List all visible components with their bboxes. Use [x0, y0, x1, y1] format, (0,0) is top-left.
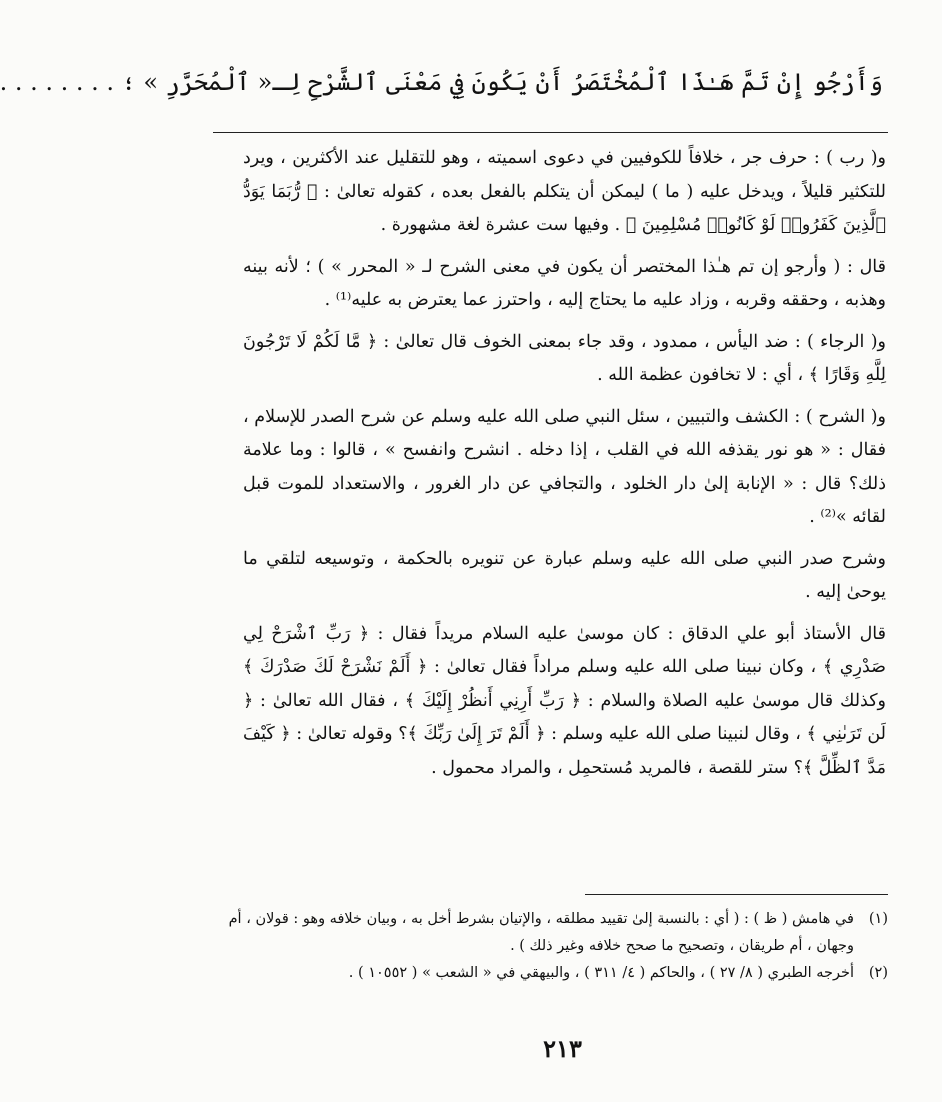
footnote-item	[223, 960, 888, 987]
footnote-text: في هامش ( ظ ) : ( أي : بالنسبة إلىٰ تقييد مطلقه ، والإتيان بشرط أخل به ، وبيان خلافه وهو : قولان ، أم وجهان ، أم طريقان ، وتصحيح ما صحح خلافه وغير ذلك ) .	[228, 911, 854, 954]
page-number: ٢١٣	[543, 1034, 582, 1063]
paragraph-qala: قال : ( وأرجو إن تم هـٰذا المختصر أن يكون في معنى الشرح لـ « المحرر » ) ؛ لأنه بينه وهذبه ، وحققه وقربه ، وزاد عليه ما يحتاج إليه ، واحترز عما يعترض به عليه⁽¹⁾ .	[243, 256, 886, 310]
footnote-divider	[585, 894, 888, 895]
footnotes	[223, 906, 888, 987]
paragraph-raja: و( الرجاء ) : ضد اليأس ، ممدود ، وقد جاء بمعنى الخوف قال تعالىٰ : ﴿ مَّا لَكُمْ لَا تَرْجُونَ لِلَّهِ وَقَارًا ﴾ ، أي : لا تخافون عظمة الله .	[243, 331, 886, 385]
running-header: وَأَرْجُو إِنْ تَمَّ هَـٰذَا ٱلْمُخْتَصَرُ أَنْ يَكُونَ فِي مَعْنَى ٱلشَّرْحِ لِـ« ٱلْمُحَرَّرِ » ؛ . . . . . . . .	[0, 68, 883, 96]
footnote-item	[223, 906, 888, 960]
footnote-text: أخرجه الطبري ( ٨/ ٢٧ ) ، والحاكم ( ٤/ ٣١١ ) ، والبيهقي في « الشعب » ( ١٠٥٥٢ ) .	[348, 965, 854, 981]
paragraph-daqqaq: قال الأستاذ أبو علي الدقاق : كان موسىٰ عليه السلام مريداً فقال : ﴿ رَبِّ ٱشْرَحْ لِي صَدْرِي ﴾ ، وكان نبينا صلى الله عليه وسلم مراداً فقال تعالىٰ : ﴿ أَلَمْ نَشْرَحْ لَكَ صَدْرَكَ ﴾ وكذلك قال موسىٰ عليه الصلاة والسلام : ﴿ رَبِّ أَرِنِي أَنظُرْ إِلَيْكَ ﴾ ، فقال الله تعالىٰ : ﴿ لَن تَرَىٰنِي ﴾ ، وقال لنبينا صلى الله عليه وسلم : ﴿ أَلَمْ تَرَ إِلَىٰ رَبِّكَ ﴾؟ وقوله تعالىٰ : ﴿ كَيْفَ مَدَّ ٱلظِّلَّ ﴾؟ ستر للقصة ، فالمريد مُستحمِل ، والمراد محمول .	[243, 623, 886, 778]
main-text	[243, 142, 886, 789]
header-divider	[213, 132, 888, 133]
paragraph-rubb: و( رب ) : حرف جر ، خلافاً للكوفيين في دعوى اسميته ، وهو للتقليل عند الأكثرين ، ويرد للتكثير قليلاً ، ويدخل عليه ( ما ) ليمكن أن يتكلم بالفعل بعده ، كقوله تعالىٰ : ﴿ رُّبَمَا يَوَدُّ ٱلَّذِينَ كَفَرُوا۟ لَوْ كَانُوا۟ مُسْلِمِينَ ﴾ . وفيها ست عشرة لغة مشهورة .	[243, 148, 886, 235]
paragraph-sharh-sadr: وشرح صدر النبي صلى الله عليه وسلم عبارة عن تنويره بالحكمة ، وتوسيعه لتلقي ما يوحىٰ إليه .	[243, 548, 886, 602]
footnote-number: (٢)	[868, 965, 888, 981]
footnote-number: (١)	[868, 911, 888, 927]
paragraph-sharh: و( الشرح ) : الكشف والتبيين ، سئل النبي صلى الله عليه وسلم عن شرح الصدر للإسلام ، فقال : « هو نور يقذفه الله في القلب ، إذا دخله . انشرح وانفسح » ، قالوا : وما علامة ذلك؟ قال : « الإنابة إلىٰ دار الخلود ، والتجافي عن دار الغرور ، والاستعداد للموت قبل لقائه »⁽²⁾ .	[243, 406, 886, 527]
